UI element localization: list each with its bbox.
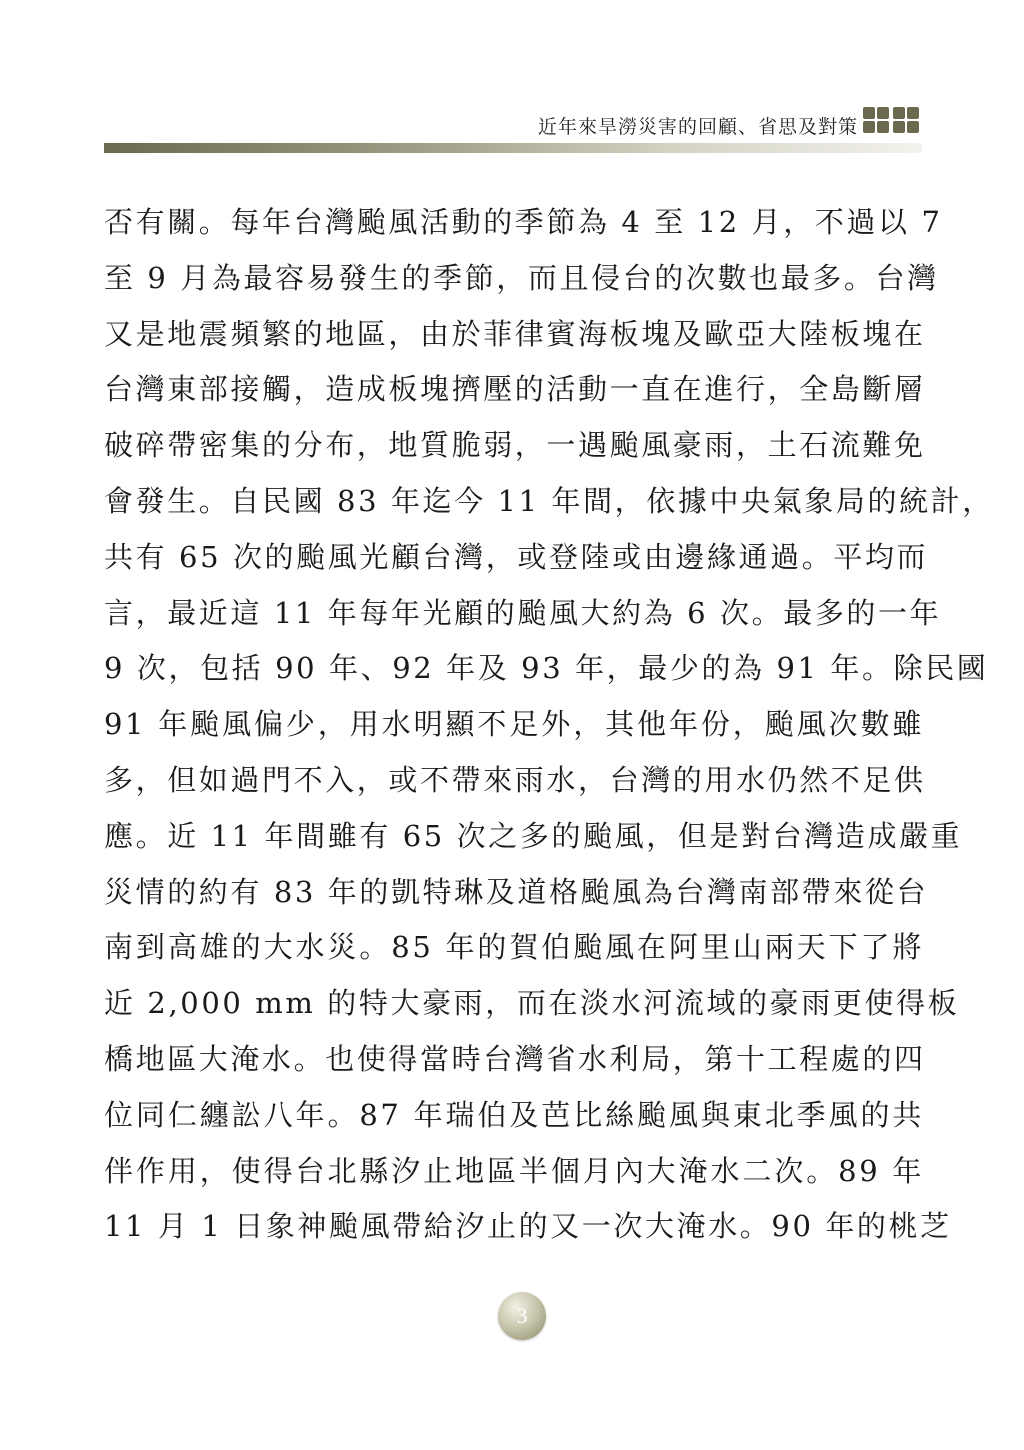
page-number-badge [498, 1292, 546, 1340]
text-line: 破碎帶密集的分布，地質脆弱，一遇颱風豪雨，土石流難免 [104, 428, 926, 463]
text-line: 台灣東部接觸，造成板塊擠壓的活動一直在進行，全島斷層 [104, 372, 926, 407]
page-number: 3 [516, 1303, 528, 1328]
text-line: 橋地區大淹水。也使得當時台灣省水利局，第十工程處的四 [104, 1041, 926, 1076]
text-line: 應。近 11 年間雖有 65 次之多的颱風，但是對台灣造成嚴重 [104, 818, 963, 853]
text-line: 伴作用，使得台北縣汐止地區半個月內大淹水二次。89 年 [104, 1153, 924, 1188]
text-line: 否有關。每年台灣颱風活動的季節為 4 至 12 月，不過以 7 [104, 205, 943, 239]
four-squares-logo-icon [862, 106, 920, 136]
text-line: 9 次，包括 90 年、92 年及 93 年，最少的為 91 年。除民國 [104, 651, 989, 686]
header-divider [104, 143, 922, 153]
text-line: 南到高雄的大水災。85 年的賀伯颱風在阿里山兩天下了將 [104, 930, 924, 965]
text-line: 共有 65 次的颱風光顧台灣，或登陸或由邊緣通過。平均而 [104, 539, 929, 574]
text-line: 又是地震頻繁的地區，由於菲律賓海板塊及歐亞大陸板塊在 [104, 316, 926, 351]
text-line: 近 2,000 mm 的特大豪雨，而在淡水河流域的豪雨更使得板 [104, 986, 960, 1021]
text-line: 災情的約有 83 年的凱特琳及道格颱風為台灣南部帶來從台 [104, 874, 929, 909]
text-line: 至 9 月為最容易發生的季節，而且侵台的次數也最多。台灣 [104, 260, 939, 295]
text-line: 會發生。自民國 83 年迄今 11 年間，依據中央氣象局的統計， [104, 483, 994, 518]
text-line: 位同仁纏訟八年。87 年瑞伯及芭比絲颱風與東北季風的共 [104, 1097, 924, 1132]
page-header [0, 0, 1024, 160]
text-line: 多，但如過門不入，或不帶來雨水，台灣的用水仍然不足供 [104, 762, 926, 797]
text-line: 言，最近這 11 年每年光顧的颱風大約為 6 次。最多的一年 [104, 595, 942, 630]
text-line: 91 年颱風偏少，用水明顯不足外，其他年份，颱風次數雖 [104, 707, 924, 742]
running-header-title: 近年來旱澇災害的回顧、省思及對策 [537, 116, 858, 138]
text-line: 11 月 1 日象神颱風帶給汐止的又一次大淹水。90 年的桃芝 [104, 1209, 952, 1244]
body-text [104, 200, 994, 1260]
